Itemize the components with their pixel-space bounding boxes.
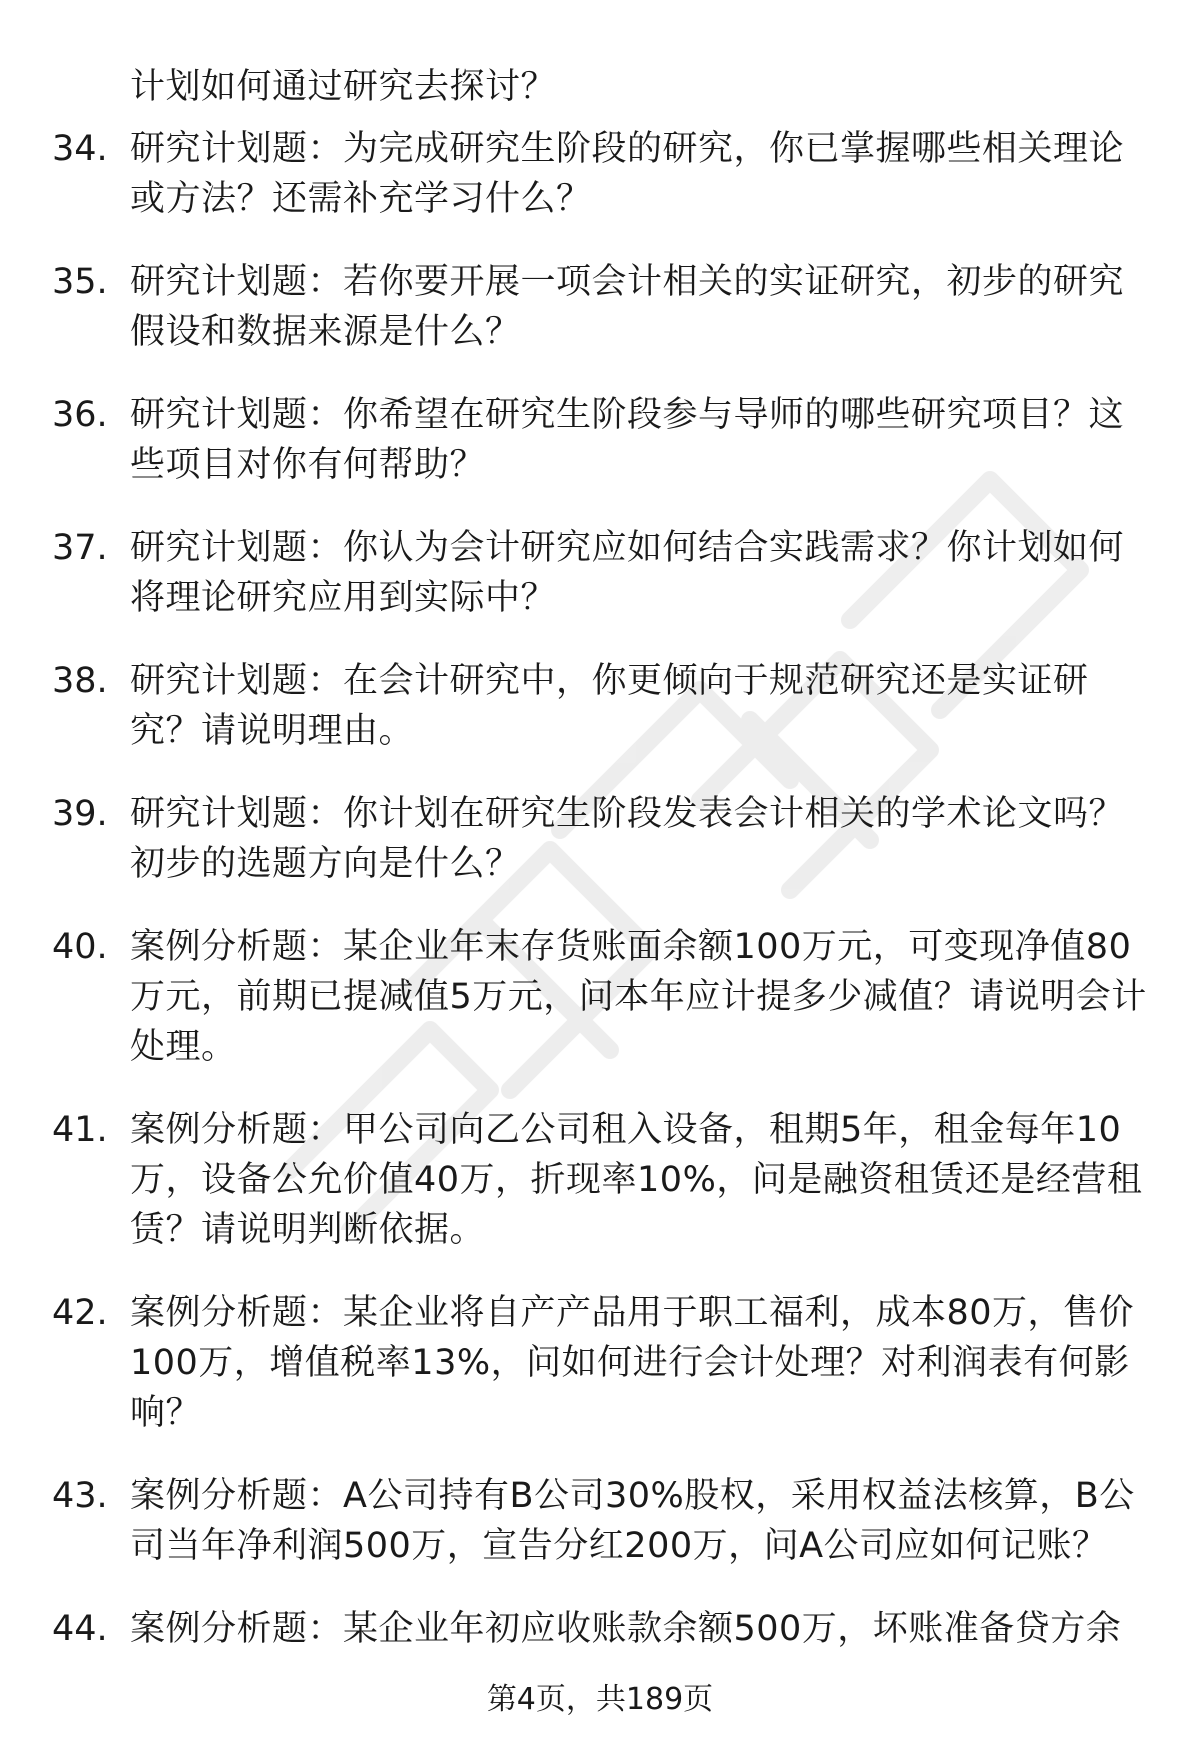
question-text-line: 万，设备公允价值40万，折现率10%，问是融资租赁还是经营租 bbox=[130, 1160, 1143, 1200]
continuation-text: 计划如何通过研究去探讨？ bbox=[130, 67, 557, 107]
question-text-line: 案例分析题：某企业将自产产品用于职工福利，成本80万，售价 bbox=[130, 1293, 1135, 1333]
question-number: 36. bbox=[52, 395, 108, 435]
question-number: 35. bbox=[52, 262, 108, 302]
question-text-line: 研究计划题：你认为会计研究应如何结合实践需求？你计划如何 bbox=[130, 528, 1125, 568]
question-text-line: 些项目对你有何帮助？ bbox=[130, 445, 486, 485]
question-number: 38. bbox=[52, 661, 108, 701]
question-text-line: 司当年净利润500万，宣告分红200万，问A公司应如何记账？ bbox=[130, 1526, 1108, 1566]
question-text-line: 研究计划题：你希望在研究生阶段参与导师的哪些研究项目？这 bbox=[130, 395, 1125, 435]
question-text-line: 案例分析题：甲公司向乙公司租入设备，租期5年，租金每年10 bbox=[130, 1110, 1122, 1150]
question-text-line: 案例分析题：某企业年末存货账面余额100万元，可变现净值80 bbox=[130, 927, 1132, 967]
question-text-line: 案例分析题：A公司持有B公司30%股权，采用权益法核算，B公 bbox=[130, 1476, 1135, 1516]
question-text-line: 研究计划题：你计划在研究生阶段发表会计相关的学术论文吗？ bbox=[130, 794, 1125, 834]
question-text-line: 将理论研究应用到实际中？ bbox=[130, 578, 557, 618]
question-text-line: 初步的选题方向是什么？ bbox=[130, 844, 521, 884]
question-text-line: 研究计划题：若你要开展一项会计相关的实证研究，初步的研究 bbox=[130, 262, 1125, 302]
question-number: 44. bbox=[52, 1609, 108, 1649]
question-text-line: 赁？请说明判断依据。 bbox=[130, 1210, 486, 1250]
question-number: 41. bbox=[52, 1110, 108, 1150]
question-text-line: 万元，前期已提减值5万元，问本年应计提多少减值？请说明会计 bbox=[130, 977, 1147, 1017]
question-number: 40. bbox=[52, 927, 108, 967]
question-number: 43. bbox=[52, 1476, 108, 1516]
question-number: 42. bbox=[52, 1293, 108, 1333]
question-text-line: 研究计划题：在会计研究中，你更倾向于规范研究还是实证研 bbox=[130, 661, 1089, 701]
question-text-line: 究？请说明理由。 bbox=[130, 711, 415, 751]
question-text-line: 或方法？还需补充学习什么？ bbox=[130, 179, 592, 219]
question-text-line: 响？ bbox=[130, 1393, 202, 1433]
question-text-line: 假设和数据来源是什么？ bbox=[130, 312, 521, 352]
question-text-line: 100万，增值税率13%，问如何进行会计处理？对利润表有何影 bbox=[130, 1343, 1130, 1383]
question-number: 39. bbox=[52, 794, 108, 834]
question-text-line: 处理。 bbox=[130, 1027, 237, 1067]
question-text-line: 案例分析题：某企业年初应收账款余额500万，坏账准备贷方余 bbox=[130, 1609, 1122, 1649]
question-text-line: 研究计划题：为完成研究生阶段的研究，你已掌握哪些相关理论 bbox=[130, 129, 1125, 169]
page-footer: 第4页，共189页 bbox=[486, 1682, 714, 1717]
question-number: 37. bbox=[52, 528, 108, 568]
question-number: 34. bbox=[52, 129, 108, 169]
